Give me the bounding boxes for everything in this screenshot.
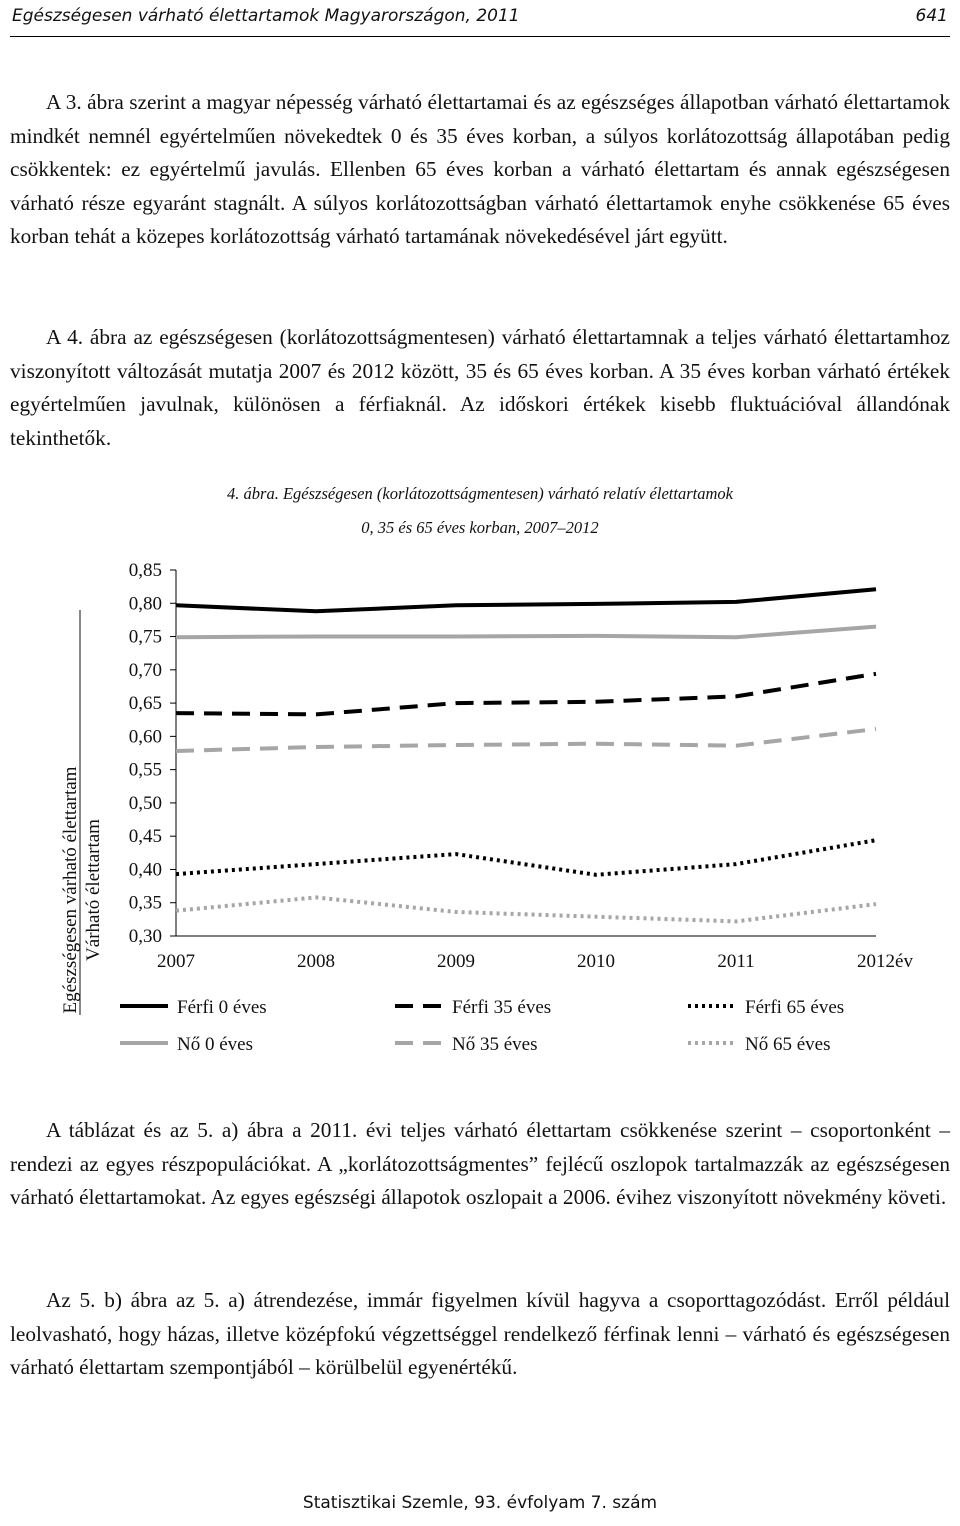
y-tick-label: 0,80	[128, 593, 162, 615]
series-line-1	[176, 674, 876, 715]
series-line-0	[176, 589, 876, 611]
running-head-title: Egészségesen várható élettartamok Magyarországon, 2011	[12, 6, 520, 26]
footer: Statisztikai Szemle, 93. évfolyam 7. szám	[302, 1493, 658, 1513]
x-tick-label: 2012	[857, 951, 895, 972]
legend-label: Férfi 0 éves	[177, 997, 267, 1018]
y-axis-title-line2: Várható élettartam	[83, 819, 104, 961]
y-tick-label: 0,55	[128, 759, 162, 781]
y-axis-title	[60, 610, 104, 1015]
x-tick-label: 2010	[577, 951, 615, 972]
paragraph-4: Az 5. b) ábra az 5. a) átrendezése, immár figyelmen kívül hagyva a csoporttagozódást. Erről például leolvasható, hogy házas, illetve középfokú végzettséggel rendelkező férfinak lenni – várható és egészségesen várható élettartam szempontjából – körülbelül egyenértékű.	[10, 1288, 950, 1380]
paragraph-3: A táblázat és az 5. a) ábra a 2011. évi teljes várható élettartam csökkenése szerint – csoportonként – rendezi az egyes részpopulációkat. A „korlátozottságmentes” fejlécű oszlopok tartalmazzák az egészségesen várható élettartamokat. Az egyes egészségi állapotok oszlopait a 2006. évihez viszonyított növekmény követi.	[10, 1118, 950, 1210]
figure-caption-line2: 0, 35 és 65 éves korban, 2007–2012	[361, 518, 599, 537]
x-tick-label: 2007	[157, 951, 195, 972]
y-tick-label: 0,30	[128, 926, 162, 947]
y-axis-title-line1: Egészségesen várható élettartam	[60, 766, 81, 1014]
y-tick-label: 0,75	[128, 626, 162, 648]
series-line-5	[176, 897, 876, 921]
paragraph-2: A 4. ábra az egészségesen (korlátozottságmentesen) várható élettartamnak a teljes várható élettartamhoz viszonyított változását mutatja 2007 és 2012 között, 35 és 65 éves korban. A 35 éves korban várható értékek egyértelműen javulnak, különösen a férfiaknál. Az időskori értékek kisebb fluktuációval állandónak tekinthetők.	[10, 325, 950, 450]
legend-label: Nő 35 éves	[452, 1034, 538, 1055]
y-tick-label: 0,85	[128, 560, 162, 581]
y-tick-label: 0,50	[128, 792, 162, 814]
line-chart	[0, 545, 960, 1075]
series-line-4	[176, 729, 876, 751]
x-tick-label: 2011	[717, 951, 755, 972]
figure-caption-line1: 4. ábra. Egészségesen (korlátozottságmentesen) várható relatív élettartamok	[227, 484, 733, 503]
x-axis-label: év	[895, 951, 913, 972]
y-tick-label: 0,60	[128, 726, 162, 748]
legend-label: Férfi 65 éves	[745, 997, 845, 1018]
series-line-2	[176, 840, 876, 875]
legend-label: Nő 65 éves	[745, 1034, 831, 1055]
running-head	[10, 0, 950, 37]
y-tick-label: 0,45	[128, 826, 162, 848]
legend-label: Nő 0 éves	[177, 1034, 253, 1055]
page-number: 641	[915, 6, 948, 26]
y-tick-label: 0,65	[128, 693, 162, 715]
y-tick-label: 0,35	[128, 892, 162, 914]
x-tick-label: 2008	[297, 951, 335, 972]
x-tick-label: 2009	[437, 951, 475, 972]
y-tick-label: 0,40	[128, 859, 162, 881]
y-tick-label: 0,70	[128, 659, 162, 681]
series-line-3	[176, 627, 876, 638]
legend-label: Férfi 35 éves	[452, 997, 552, 1018]
paragraph-1: A 3. ábra szerint a magyar népesség várható élettartamai és az egészséges állapotban várható élettartamok mindkét nemnél egyértelműen növekedtek 0 és 35 éves korban, a súlyos korlátozottság állapotában pedig csökkentek: ez egyértelmű javulás. Ellenben 65 éves korban a várható élettartam és annak egészségesen várható része egyaránt stagnált. A súlyos korlátozottságban várható élettartamok enyhe csökkenése 65 éves korban tehát a közepes korlátozottság várható tartamának növekedésével járt együtt.	[10, 90, 950, 249]
